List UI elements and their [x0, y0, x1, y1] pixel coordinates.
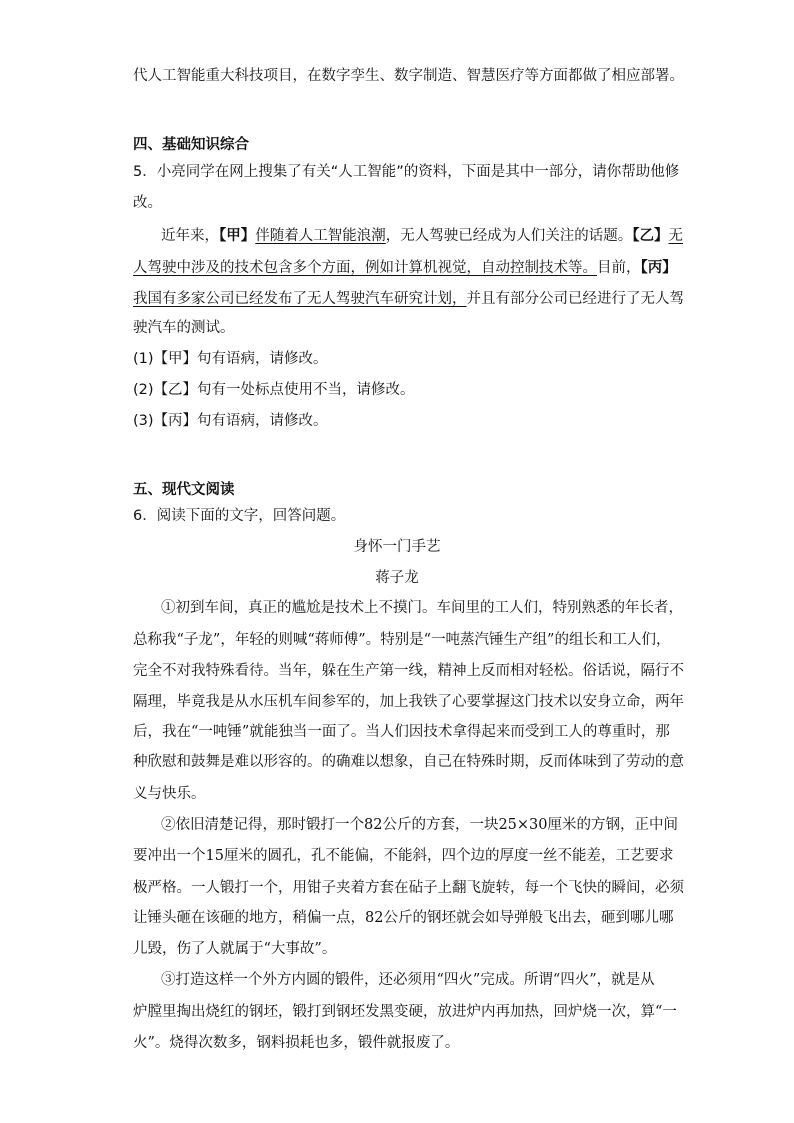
passage-text: 近年来，	[161, 228, 219, 244]
sentence-yi-start: 无	[668, 228, 683, 244]
passage-line-4: 驶汽车的测试。	[133, 320, 235, 336]
q5-line-1: 5．小亮同学在网上搜集了有关“人工智能”的资料，下面是其中一部分，请你帮助他修	[133, 164, 680, 180]
marker-yi: 【乙】	[632, 227, 669, 244]
passage-line-1	[161, 226, 683, 246]
paragraph-3-line: ③打造这样一个外方内圆的锻件，还必须用“四火”完成。所谓“四火”，就是从	[161, 972, 655, 988]
article-author: 蒋子龙	[375, 570, 419, 586]
article-title: 身怀一门手艺	[353, 539, 441, 555]
sentence-yi: 人驾驶中涉及的技术包含多个方面，例如计算机视觉，自动控制技术等。	[133, 260, 597, 276]
paragraph-2-line: 要冲出一个15厘米的圆孔，孔不能偏，不能斜，四个边的厚度一丝不能差，工艺要求	[133, 848, 674, 864]
sub-question-1: (1)【甲】句有语病，请修改。	[133, 351, 328, 367]
sub-question-2: (2)【乙】句有一处标点使用不当，请修改。	[133, 382, 415, 398]
sentence-bing: 我国有多家公司已经发布了无人驾驶汽车研究计划，	[133, 291, 467, 307]
paragraph-2-line: 儿毁，伤了人就属于“大事故”。	[133, 941, 337, 957]
marker-bing: 【丙】	[640, 259, 677, 276]
q6-prompt: 6．阅读下面的文字，回答问题。	[133, 508, 346, 524]
paragraph-1-line: ①初到车间，真正的尴尬是技术上不摸门。车间里的工人们，特别熟悉的年长者，	[161, 600, 683, 616]
sub-question-3: (3)【丙】句有语病，请修改。	[133, 413, 328, 429]
intro-line: 代人工智能重大科技项目，在数字孪生、数字制造、智慧医疗等方面都做了相应部署。	[133, 68, 684, 84]
paragraph-2-line: 让锤头砸在该砸的地方，稍偏一点，82公斤的钢坯就会如导弹般飞出去，砸到哪儿哪	[133, 910, 674, 926]
section5-heading: 五、现代文阅读	[133, 482, 235, 498]
paragraph-1-line: 义与快乐。	[133, 786, 206, 802]
paragraph-1-line: 后，我在“一吨锤”就能独当一面了。当人们因技术拿得起来而受到工人的尊重时，那	[133, 724, 670, 740]
paragraph-1-line: 隔理，毕竟我是从水压机车间参军的，加上我铁了心要掌握这门技术以安身立命，两年	[133, 694, 684, 710]
q5-line-2: 改。	[133, 195, 162, 211]
passage-line-3	[133, 289, 684, 309]
paragraph-1-line: 完全不对我特殊看待。当年，躲在生产第一线，精神上反而相对轻松。俗话说，隔行不	[133, 663, 684, 679]
paragraph-2-line: ②依旧清楚记得，那时锻打一个82公斤的方套，一块25×30厘米的方钢，正中间	[161, 817, 678, 833]
marker-jia: 【甲】	[219, 227, 256, 244]
passage-text: ，无人驾驶已经成为人们关注的话题。	[385, 228, 633, 244]
paragraph-1-line: 种欣慰和鼓舞是难以形容的。的确难以想象，自己在特殊时期，反而体味到了劳动的意	[133, 754, 684, 770]
paragraph-2-line: 极严格。一人锻打一个，用钳子夹着方套在砧子上翻飞旋转，每一个飞快的瞬间，必须	[133, 880, 684, 896]
paragraph-3-line: 炉膛里掏出烧红的钢坯，锻打到钢坯发黑变硬，放进炉内再加热，回炉烧一次，算“一	[133, 1004, 677, 1020]
passage-text: 并且有部分公司已经进行了无人驾	[466, 291, 684, 307]
sentence-jia: 伴随着人工智能浪潮	[255, 228, 386, 244]
paragraph-3-line: 火”。烧得次数多，钢料损耗也多，锻件就报废了。	[133, 1035, 460, 1051]
section4-heading: 四、基础知识综合	[133, 137, 249, 153]
passage-text: 目前，	[597, 260, 641, 276]
paragraph-1-line: 总称我“子龙”，年轻的则喊“蒋师傅”。特别是“一吨蒸汽锤生产组”的组长和工人们，	[133, 632, 671, 648]
passage-line-2	[133, 258, 677, 278]
